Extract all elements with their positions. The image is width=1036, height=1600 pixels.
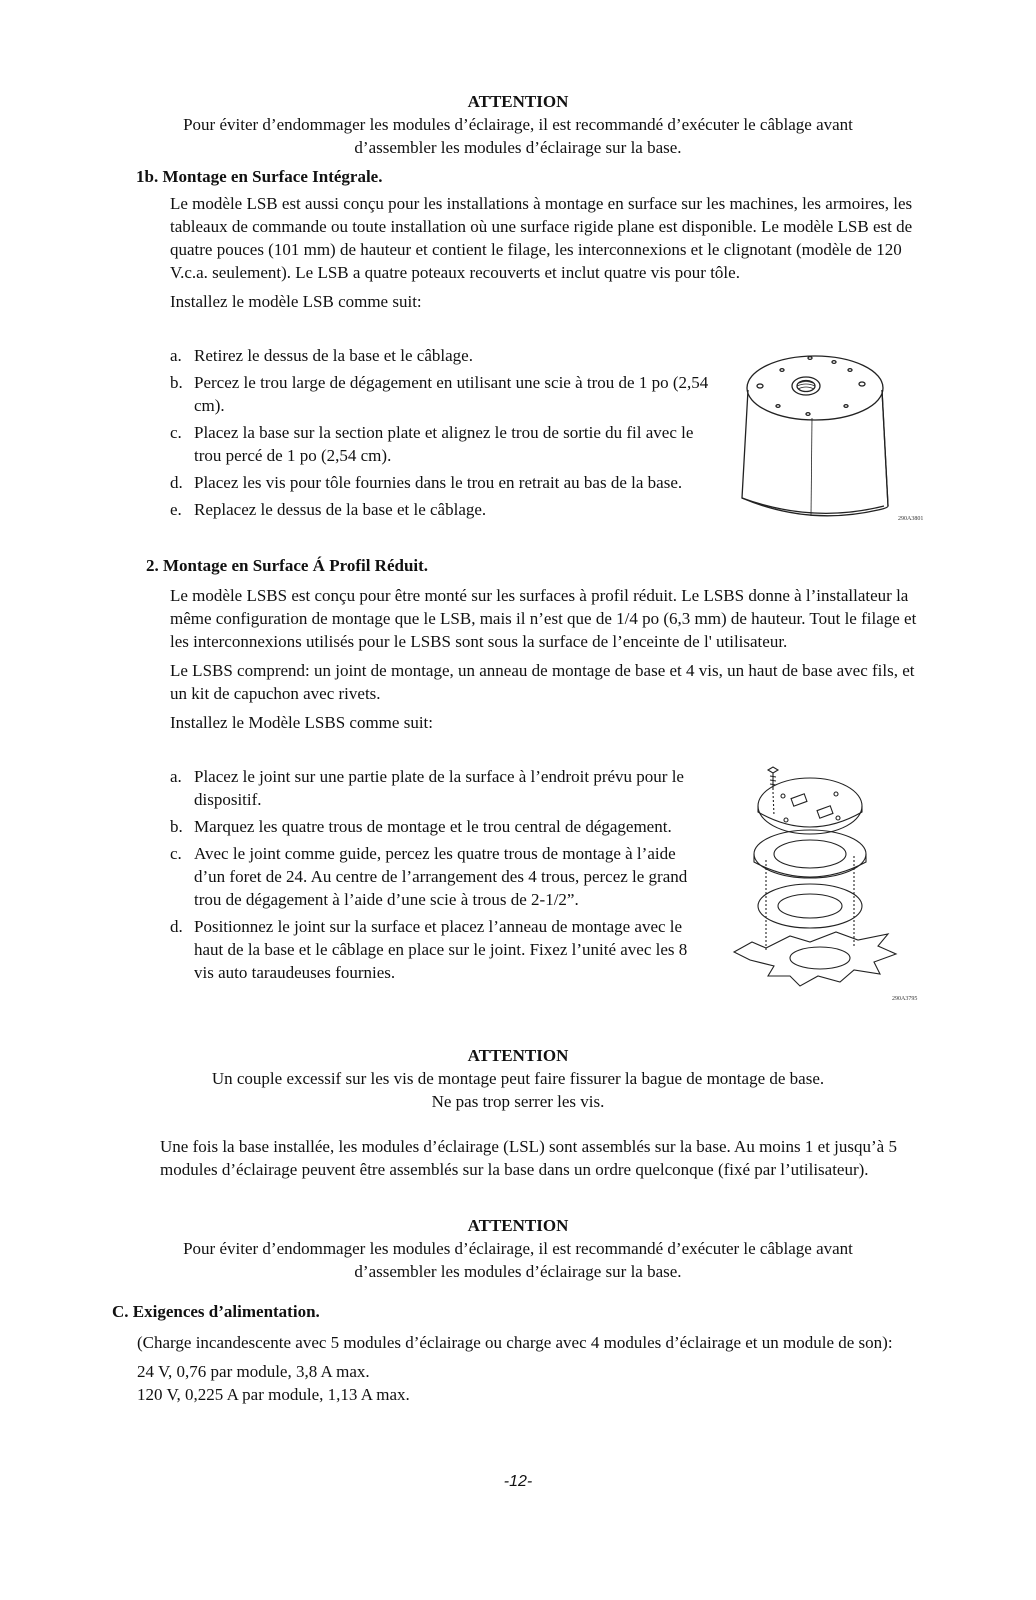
list-item: a. Placez le joint sur une partie plate de la surface à l’endroit prévu pour le dispositif. bbox=[170, 767, 684, 809]
list-item: e. Replacez le dessus de la base et le câblage. bbox=[170, 500, 487, 519]
list-item: c. Placez la base sur la section plate et alignez le trou de sortie du fil avec le trou percé de 1 po (2,54 cm). bbox=[170, 423, 694, 465]
list-item: a. Retirez le dessus de la base et le câblage. bbox=[170, 346, 473, 365]
section-2-steps bbox=[170, 765, 704, 988]
paragraph: Le modèle LSBS est conçu pour être monté sur les surfaces à profil réduit. Le LSBS donne à l’installateur la même configuration de montage que le LSB, mais il n’est que de 1/4 po (6,3 mm) de hauteur. Tout le filage et les interconnexions utilisés pour le LSBS sont sous la surface de l’enceinte de l' utilisateur. bbox=[170, 586, 917, 651]
lsbs-exploded-illustration bbox=[728, 756, 928, 1002]
power-spec-line: 120 V, 0,225 A par module, 1,13 A max. bbox=[137, 1385, 410, 1404]
list-item: d. Placez les vis pour tôle fournies dans le trou en retrait au bas de la base. bbox=[170, 473, 683, 492]
attention-title: ATTENTION bbox=[467, 1216, 569, 1235]
attention-text-line: Un couple excessif sur les vis de montage peut faire fissurer la bague de montage de base. bbox=[211, 1069, 825, 1088]
section-1b-intro bbox=[170, 192, 926, 313]
assembly-paragraph: Une fois la base installée, les modules d’éclairage (LSL) sont assemblés sur la base. Au moins 1 et jusqu’à 5 modules d’éclairage peuvent être assemblés sur la base dans un ordre quelconque (fixé par l’utilisateur). bbox=[160, 1137, 897, 1179]
lsb-base-figure bbox=[738, 348, 938, 528]
paragraph: Installez le modèle LSB comme suit: bbox=[170, 292, 422, 311]
attention-text-line: Pour éviter d’endommager les modules d’éclairage, il est recommandé d’exécuter le câblage avant bbox=[183, 1239, 853, 1258]
list-item: b. Percez le trou large de dégagement en utilisant une scie à trou de 1 po (2,54 cm). bbox=[170, 373, 709, 415]
attention-notice-3 bbox=[60, 1214, 976, 1283]
section-heading-1b: 1b. Montage en Surface Intégrale. bbox=[136, 167, 383, 186]
page-number: -12- bbox=[503, 1473, 533, 1490]
list-item: c. Avec le joint comme guide, percez les quatre trous de montage à l’aide d’un foret de 24. Au centre de l’arrangement des 4 trous, percez le grand trou de dégagement à l’aide d’une scie à trous de 2-1/2”. bbox=[170, 844, 688, 909]
paragraph: Installez le Modèle LSBS comme suit: bbox=[170, 713, 433, 732]
lsb-base-illustration bbox=[738, 348, 938, 528]
paragraph: Le LSBS comprend: un joint de montage, un anneau de montage de base et 4 vis, un haut de base avec fils, et un kit de capuchon avec rivets. bbox=[170, 661, 915, 703]
paragraph: (Charge incandescente avec 5 modules d’éclairage ou charge avec 4 modules d’éclairage et un module de son): bbox=[137, 1333, 893, 1352]
figure-code: 290A3801 bbox=[898, 516, 924, 522]
section-heading-2: 2. Montage en Surface Á Profil Réduit. bbox=[146, 556, 429, 575]
attention-text-line: Ne pas trop serrer les vis. bbox=[431, 1092, 605, 1111]
paragraph: Le modèle LSB est aussi conçu pour les installations à montage en surface sur les machines, les armoires, les tableaux de commande ou toute installation où une surface rigide plane est disponible. Le modèle LSB est de quatre pouces (101 mm) de hauteur et contient le filage, les interconnexions et le clignotant (modèle de 120 V.c.a. seulement). Le LSB a quatre poteaux recouverts et inclut quatre vis pour tôle. bbox=[170, 194, 913, 282]
figure-code: 290A3795 bbox=[892, 996, 918, 1002]
attention-text-line: Pour éviter d’endommager les modules d’éclairage, il est recommandé d’exécuter le câblage avant bbox=[183, 115, 853, 134]
attention-text-line: d’assembler les modules d’éclairage sur la base. bbox=[354, 1262, 682, 1281]
attention-text-line: d’assembler les modules d’éclairage sur la base. bbox=[354, 138, 682, 157]
list-item: b. Marquez les quatre trous de montage et le trou central de dégagement. bbox=[170, 817, 672, 836]
list-item: d. Positionnez le joint sur la surface et placez l’anneau de montage avec le haut de la base et le câblage en place sur le joint. Fixez l’unité avec les 8 vis auto taraudeuses fournies. bbox=[170, 917, 688, 982]
section-heading-c: C. Exigences d’alimentation. bbox=[112, 1302, 320, 1321]
lsbs-exploded-figure bbox=[728, 756, 928, 1002]
power-spec-line: 24 V, 0,76 par module, 3,8 A max. bbox=[137, 1362, 370, 1381]
attention-title: ATTENTION bbox=[467, 92, 569, 111]
section-2-intro bbox=[170, 584, 926, 734]
attention-notice-2 bbox=[60, 1044, 976, 1113]
attention-title: ATTENTION bbox=[467, 1046, 569, 1065]
attention-notice-1 bbox=[60, 90, 976, 159]
section-c-body bbox=[137, 1331, 927, 1406]
section-1b-steps bbox=[170, 344, 716, 525]
